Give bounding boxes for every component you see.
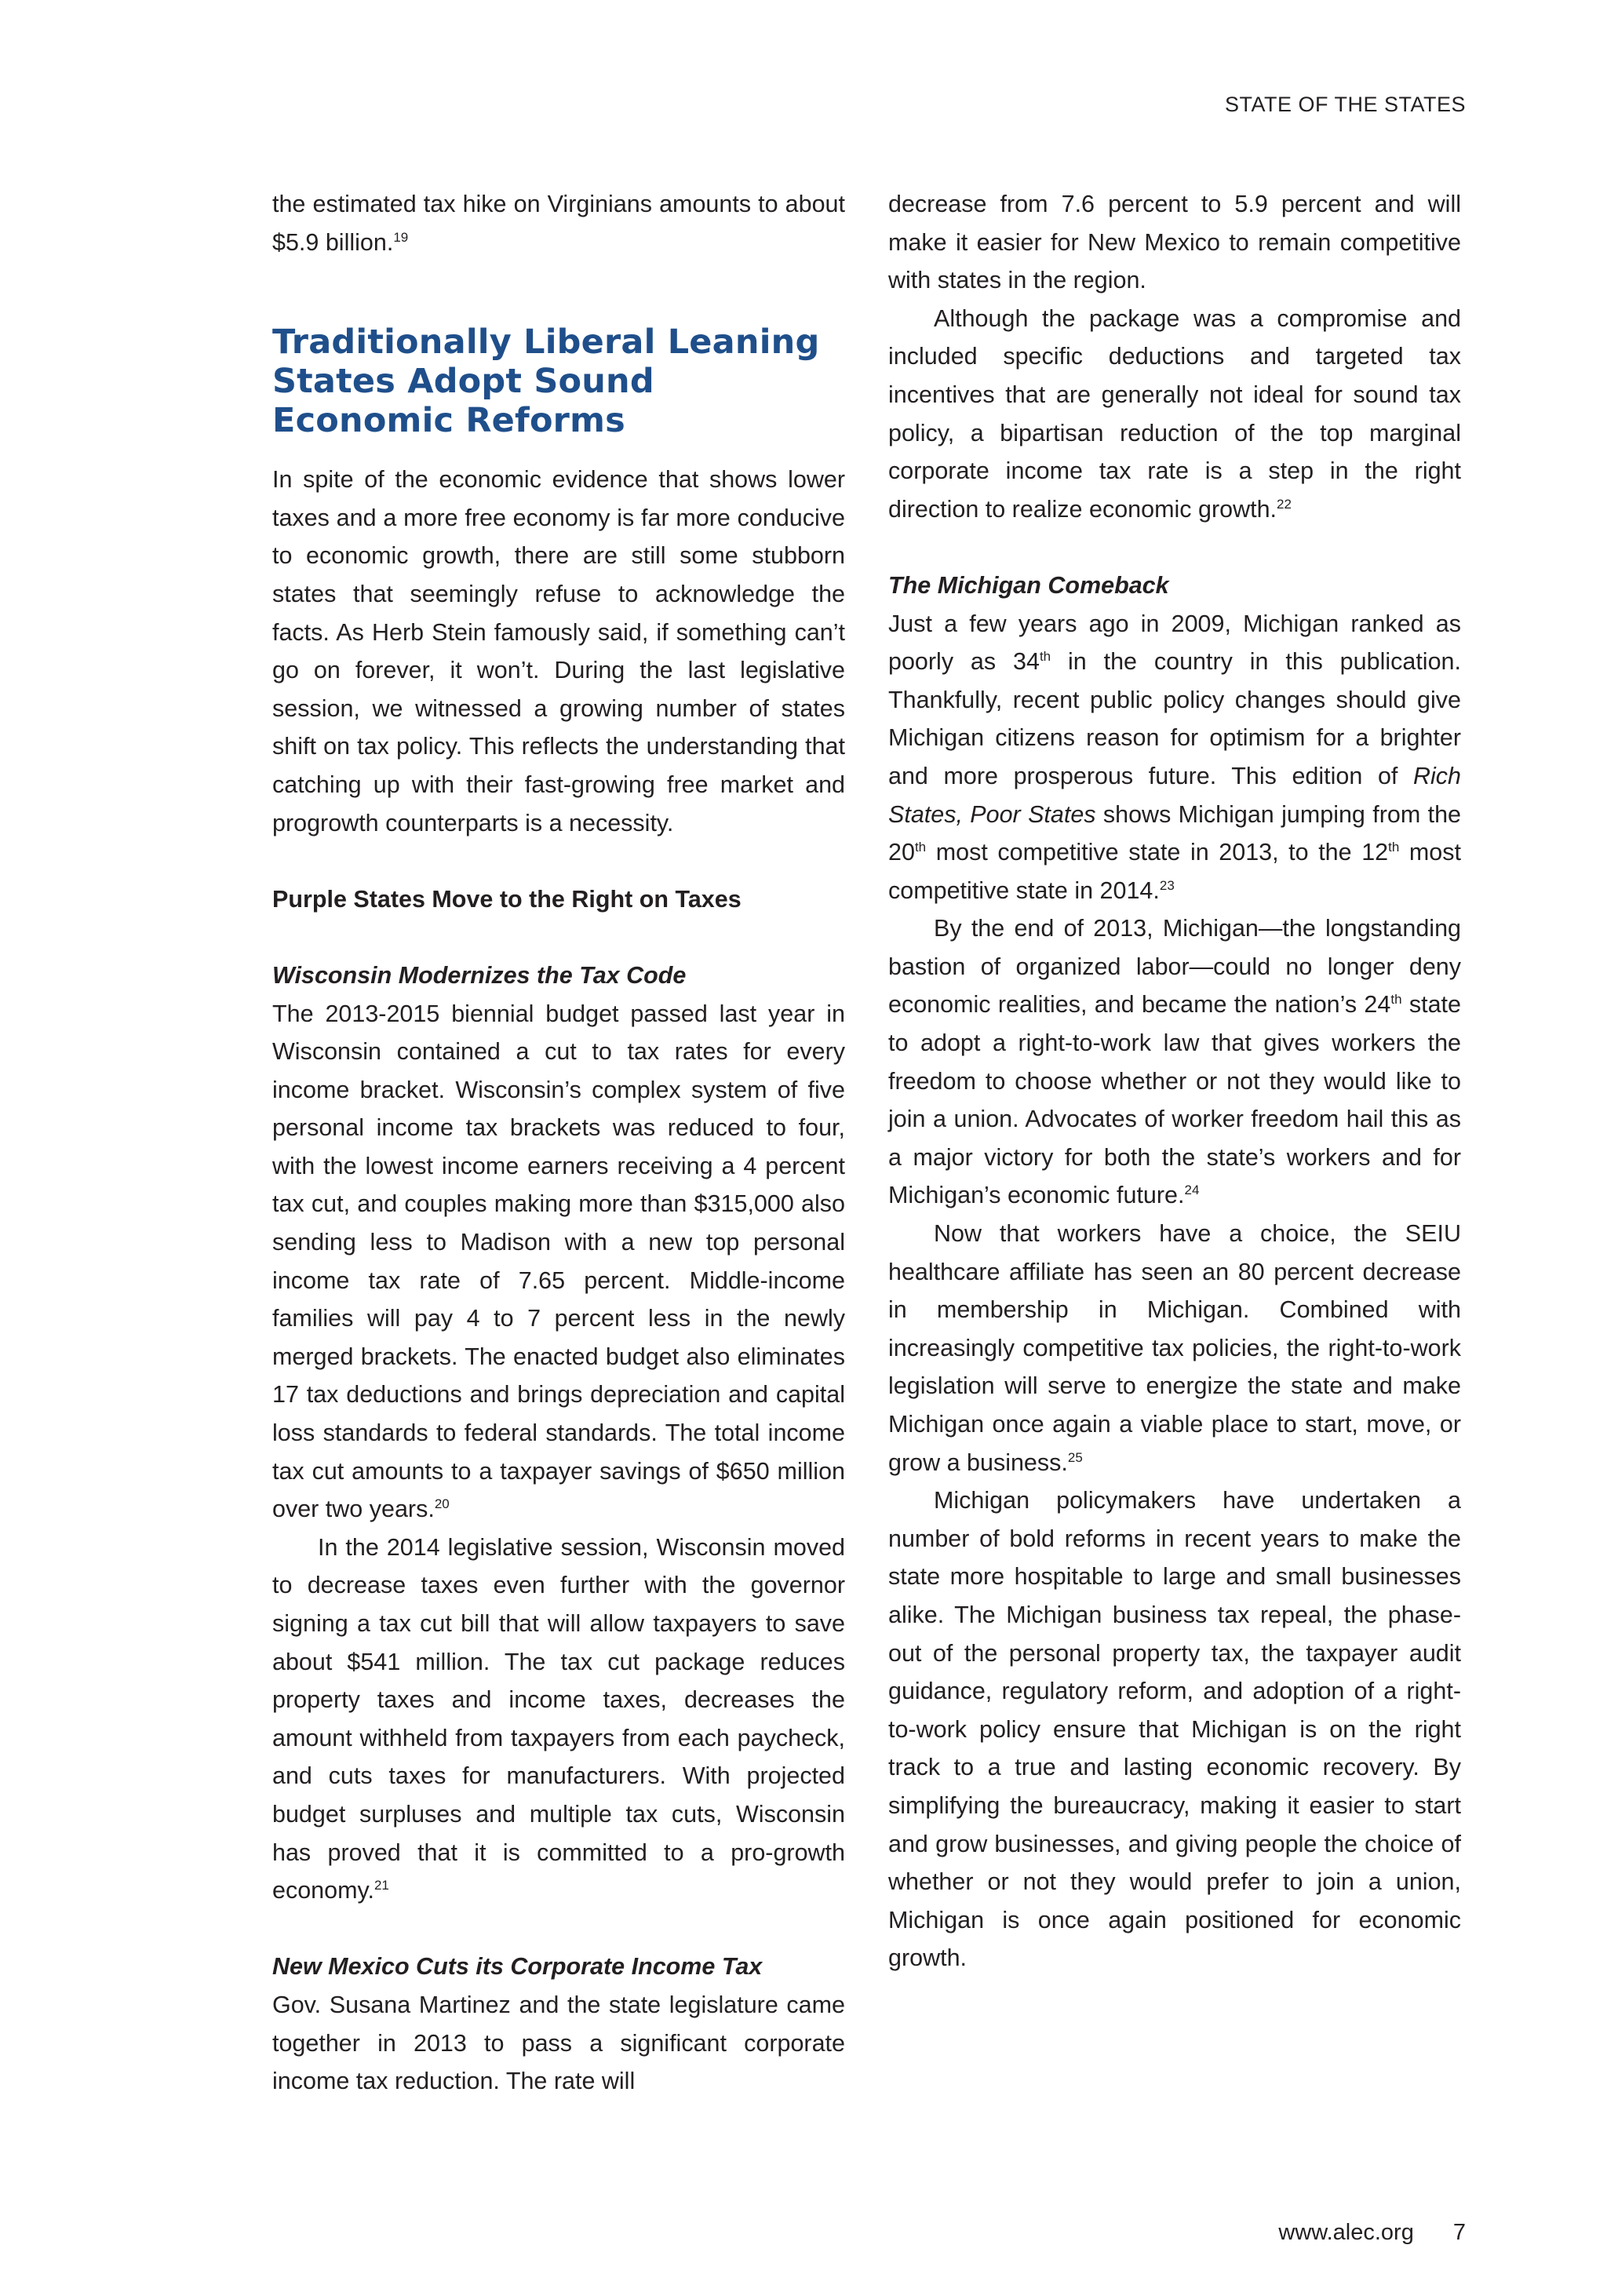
footer-url: www.alec.org (1278, 2220, 1414, 2245)
subhead-wisconsin: Wisconsin Modernizes the Tax Code (272, 961, 687, 989)
footnote-ref: 25 (1067, 1449, 1083, 1465)
paragraph-new-mexico-start: Gov. Susana Martinez and the state legislature came together in 2013 to pass a significant corporate income tax reduction. The rate will (272, 1991, 845, 2095)
footnote-ref: 22 (1277, 496, 1292, 512)
subhead-purple-states: Purple States Move to the Right on Taxes (272, 885, 742, 913)
ordinal-suffix: th (1039, 648, 1051, 664)
footnote-ref: 24 (1184, 1183, 1200, 1198)
footnote-ref: 21 (374, 1878, 389, 1893)
paragraph-new-mexico-compromise: Although the package was a compromise and included specific deductions and targeted tax incentives that are generally not ideal for sound tax policy, a bipartisan reduction of the top marginal corporate income tax rate is a step in the right direction to realize economic growth.$^{22}$ (888, 304, 1461, 523)
footnote-ref: 20 (434, 1496, 450, 1512)
footnote-ref: 23 (1159, 877, 1175, 893)
running-head: STATE OF THE STATES (1224, 93, 1466, 116)
page-footer (1278, 2220, 1466, 2246)
page-number: 7 (1452, 2220, 1466, 2245)
paragraph-michigan-reforms: Michigan policymakers have undertaken a number of bold reforms in recent years to make the state more hospitable to large and small businesses alike. The Michigan business tax repeal, the phase-out of the personal property tax, the taxpayer audit guidance, regulatory reform, and adoption of a right-to-work policy ensure that Michigan is on the right track to a true and lasting economic recovery. By simplifying the bureaucracy, making it easier to start and grow businesses, and giving people the choice of whether or not they would prefer to join a union, Michigan is once again positioned for economic growth. (888, 1487, 1461, 1972)
paragraph-spite: In spite of the economic evidence that shows lower taxes and a more free economy is far more conducive to economic growth, there are still some stubborn states that seemingly refuse to acknowledge the facts. As Herb Stein famously said, if something can’t go on forever, it won’t. During the last legislative session, we witnessed a growing number of states shift on tax policy. This reflects the understanding that catching up with their fast-growing free market and progrowth counterparts is a necessity. (272, 466, 845, 836)
left-column (272, 185, 845, 2101)
right-column (888, 185, 1461, 1977)
ordinal-suffix: th (1390, 992, 1402, 1008)
paragraph-new-mexico-cont: decrease from 7.6 percent to 5.9 percent and will make it easier for New Mexico to remain competitive with states in the region. (888, 191, 1461, 294)
paragraph-michigan-right-to-work: By the end of 2013, Michigan—the longstanding bastion of organized labor—could no longer deny economic realities, and became the nation’s 24th state to adopt a right-to-work law that gives workers the freedom to choose whether or not they would like to join a union. Advocates of worker freedom hail this as a major victory for both the state’s workers and for Michigan’s economic future.$^{24}$ (888, 915, 1461, 1209)
subhead-new-mexico: New Mexico Cuts its Corporate Income Tax (272, 1953, 763, 1981)
footnote-ref: 19 (393, 229, 409, 245)
paragraph-virginia-estimate: the estimated tax hike on Virginians amounts to about $5.9 billion.$^{19}$ (272, 191, 845, 256)
paragraph-michigan-seiu: Now that workers have a choice, the SEIU healthcare affiliate has seen an 80 percent decrease in membership in Michigan. Combined with increasingly competitive tax policies, the right-to-work legislation will serve to energize the state and make Michigan once again a viable place to start, move, or grow a business.$^{25}$ (888, 1220, 1461, 1476)
paragraph-wisconsin-2014: In the 2014 legislative session, Wisconsin moved to decrease taxes even further with the governor signing a tax cut bill that will allow taxpayers to save about $541 million. The tax cut package reduces property taxes and income taxes, decreases the amount withheld from taxpayers from each paycheck, and cuts taxes for manufacturers. With projected budget surpluses and multiple tax cuts, Wisconsin has proved that it is committed to a pro-growth economy.$^{21}$ (272, 1533, 845, 1904)
ordinal-suffix: th (1388, 839, 1400, 855)
ordinal-suffix: th (914, 839, 927, 855)
subhead-michigan: The Michigan Comeback (888, 571, 1169, 599)
paragraph-michigan-ranking: Just a few years ago in 2009, Michigan ranked as poorly as 34th in the country in this publication. Thankfully, recent public policy changes should give Michigan citizens reason for optimism for a brighter and more prosperous future. This edition of Rich States, Poor States shows Michigan jumping from the 20th most competitive state in 2013, to the 12th most competitive state in 2014.23 (888, 610, 1461, 904)
paragraph-wisconsin-budget: The 2013-2015 biennial budget passed last year in Wisconsin contained a cut to tax rates for every income bracket. Wisconsin’s complex system of five personal income tax brackets was reduced to four, with the lowest income earners receiving a 4 percent tax cut, and couples making more than $315,000 also sending less to Madison with a new top personal income tax rate of 7.65 percent. Middle-income families will pay 4 to 7 percent less in the newly merged brackets. The enacted budget also eliminates 17 tax deductions and brings depreciation and capital loss standards to federal standards. The total income tax cut amounts to a taxpayer savings of $650 million over two years.$^{20}$ (272, 1000, 845, 1523)
section-title: Traditionally Liberal Leaning States Adopt Sound Economic Reforms (272, 323, 820, 441)
publication-title: Rich States, Poor States (888, 762, 1461, 828)
